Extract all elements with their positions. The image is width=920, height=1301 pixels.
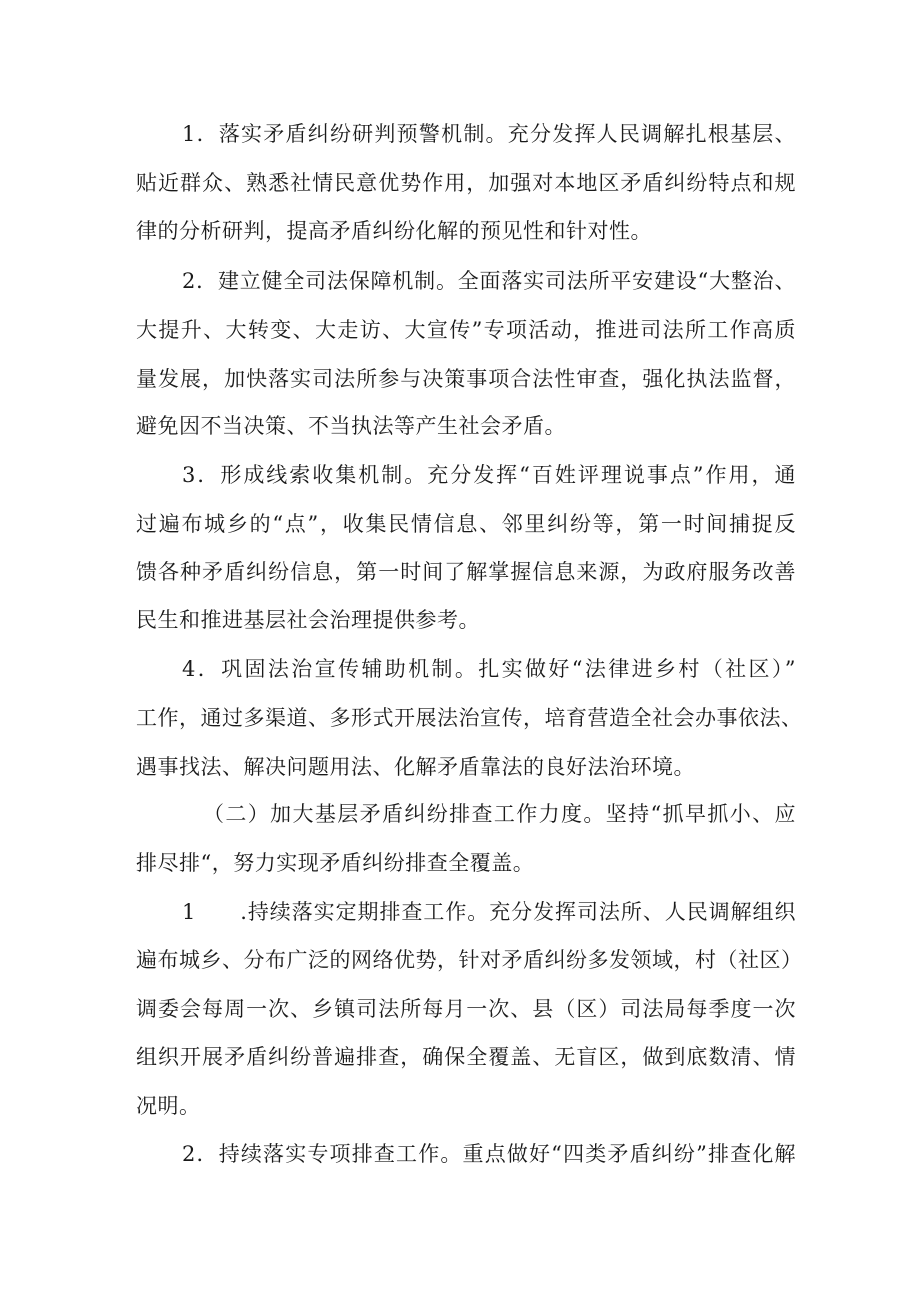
paragraph-6-line-5: 况明。 xyxy=(136,1094,201,1118)
paragraph-3-line-4: 民生和推进基层社会治理提供参考。 xyxy=(136,608,480,632)
section-2-line-2: 排尽排“，努力实现矛盾纠纷排查全覆盖。 xyxy=(136,851,535,875)
paragraph-6-line-2: 遍布城乡、分布广泛的网络优势，针对矛盾纠纷多发领域，村（社区） xyxy=(136,948,803,972)
paragraph-4-line-3: 遇事找法、解决问题用法、化解矛盾靠法的良好法治环境。 xyxy=(136,755,695,779)
paragraph-1-line-3: 律的分析研判，提高矛盾纠纷化解的预见性和针对性。 xyxy=(136,219,652,243)
paragraph-1-line-2: 贴近群众、熟悉社情民意优势作用，加强对本地区矛盾纠纷特点和规 xyxy=(136,171,796,195)
section-2-line-1: （二）加大基层矛盾纠纷排查工作力度。坚持“抓早抓小、应 xyxy=(203,802,796,826)
paragraph-2-line-1: 2．建立健全司法保障机制。全面落实司法所平安建设“大整治、 xyxy=(182,269,796,293)
paragraph-4-line-1: 4．巩固法治宣传辅助机制。扎实做好“法律进乡村（社区）” xyxy=(182,657,796,681)
paragraph-2-line-3: 量发展，加快落实司法所参与决策事项合法性审查，强化执法监督， xyxy=(136,367,796,391)
paragraph-3-line-3: 馈各种矛盾纠纷信息，第一时间了解掌握信息来源，为政府服务改善 xyxy=(136,560,796,584)
paragraph-6-line-1: 1 .持续落实定期排查工作。充分发挥司法所、人民调解组织 xyxy=(182,900,796,924)
paragraph-7-line-1: 2．持续落实专项排查工作。重点做好“四类矛盾纠纷”排查化解 xyxy=(182,1142,796,1166)
paragraph-2-line-2: 大提升、大转变、大走访、大宣传”专项活动，推进司法所工作高质 xyxy=(136,318,796,342)
paragraph-6-line-3: 调委会每周一次、乡镇司法所每月一次、县（区）司法局每季度一次 xyxy=(136,997,796,1021)
paragraph-3-line-1: 3．形成线索收集机制。充分发挥“百姓评理说事点”作用，通 xyxy=(182,463,796,487)
paragraph-4-line-2: 工作，通过多渠道、多形式开展法治宣传，培育营造全社会办事依法、 xyxy=(136,706,803,730)
paragraph-3-line-2: 过遍布城乡的“点”，收集民情信息、邻里纠纷等，第一时间捕捉反 xyxy=(136,512,796,536)
paragraph-6-line-4: 组织开展矛盾纠纷普遍排查，确保全覆盖、无盲区，做到底数清、情 xyxy=(136,1045,796,1069)
paragraph-2-line-4: 避免因不当决策、不当执法等产生社会矛盾。 xyxy=(136,414,566,438)
paragraph-1-line-1: 1．落实矛盾纠纷研判预警机制。充分发挥人民调解扎根基层、 xyxy=(182,122,796,146)
